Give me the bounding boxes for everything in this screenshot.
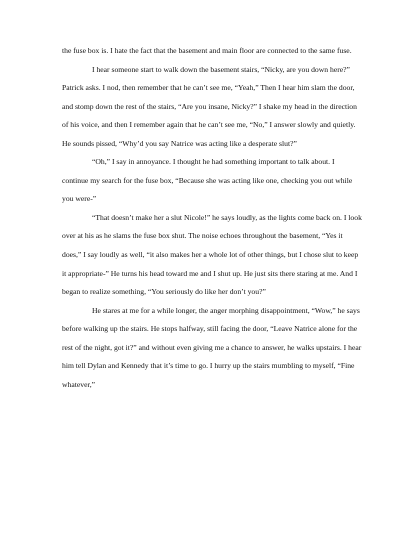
paragraph-2: I hear someone start to walk down the basement stairs, “Nicky, are you down here?” Patrick asks. I nod, then remember that he can’t see me, “Yeah,” Then I hear him slam the door, and stomp down the rest of the stairs, “Are you insane, Nicky?” I shake my head in the direction of his voice, and then I remember again that he can’t see me, “No,” I answer slowly and quietly. He sounds pissed, “Why’d you say Natrice was acting like a desperate slut?”	[62, 64, 357, 148]
paragraph-1: the fuse box is. I hate the fact that the basement and main floor are connected to the same fuse.	[62, 46, 352, 55]
paragraph-5: He stares at me for a while longer, the anger morphing disappointment, “Wow,” he says before walking up the stairs. He stops halfway, still facing the door, “Leave Natrice alone for the rest of the night, got it?” and without even giving me a chance to answer, he walks upstairs. I hear him tell Dylan and Kennedy that it’s time to go. I hurry up the stairs mumbling to myself, “Fine whatever,”	[62, 305, 362, 389]
paragraph-4: “That doesn’t make her a slut Nicole!” he says loudly, as the lights come back on. I look over at his as he slams the fuse box shut. The noise echoes throughout the basement, “Yes it does,” I say loudly as well, “it also makes her a whole lot of other things, but I chose slut to keep it appropriate-” He turns his head toward me and I shut up. He just sits there staring at me. And I began to realize something, “You seriously do like her don’t you?”	[62, 212, 362, 297]
paragraph-3: “Oh,” I say in annoyance. I thought he had something important to talk about. I continue my search for the fuse box, “Because she was acting like one, checking you out while you were-”	[62, 157, 353, 204]
document-body	[62, 42, 362, 394]
